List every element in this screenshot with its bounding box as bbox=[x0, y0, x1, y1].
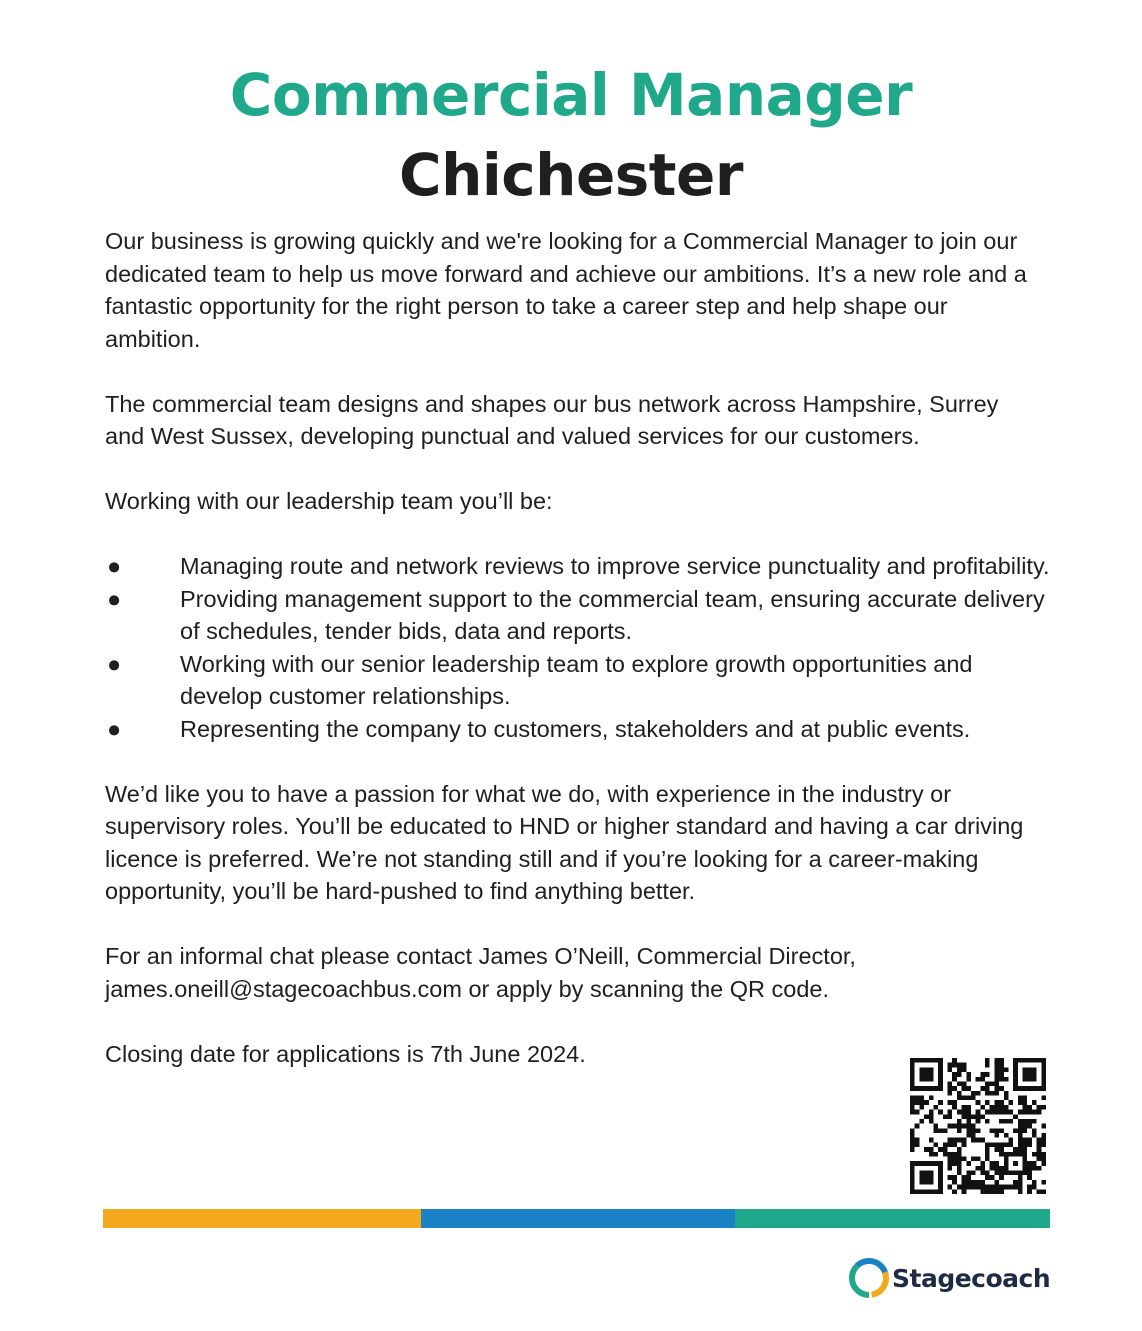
bullet-icon: ● bbox=[107, 715, 122, 742]
brand-bar-blue bbox=[421, 1209, 735, 1228]
list-item-text: Working with our senior leadership team to explore growth opportunities and develop customer relationships. bbox=[180, 650, 973, 709]
list-item bbox=[105, 583, 1055, 648]
bullet-icon: ● bbox=[107, 553, 122, 579]
job-title: Commercial Manager bbox=[229, 61, 913, 129]
bullet-icon: ● bbox=[107, 585, 122, 612]
qr-code-icon[interactable] bbox=[910, 1058, 1046, 1194]
intro-paragraph: Our business is growing quickly and we're looking for a Commercial Manager to join our dedicated team to help us move forward and achieve our ambitions. It’s a new role and a fantastic opportunity for the right person to take a career step and help shape our ambition. bbox=[105, 228, 1027, 352]
job-location: Chichester bbox=[399, 141, 743, 209]
requirements-paragraph: We’d like you to have a passion for what we do, with experience in the industry or supervisory roles. You’ll be educated to HND or higher standard and having a car driving licence is preferred. We’re not standing still and if you’re looking for a career-making opportunity, you’ll be hard-pushed to find anything better. bbox=[105, 780, 1024, 904]
brand-bar-green bbox=[735, 1209, 1050, 1228]
list-item bbox=[105, 713, 1055, 746]
list-item-text: Managing route and network reviews to improve service punctuality and profitability. bbox=[180, 553, 1050, 579]
list-item bbox=[105, 550, 1055, 583]
list-item-text: Representing the company to customers, stakeholders and at public events. bbox=[180, 715, 971, 742]
contact-paragraph: For an informal chat please contact James O’Neill, Commercial Director, james.oneill@stagecoachbus.com or apply by scanning the QR code. bbox=[105, 943, 856, 1002]
list-item bbox=[105, 648, 1055, 713]
list-item-text: Providing management support to the commercial team, ensuring accurate delivery of schedules, tender bids, data and reports. bbox=[180, 585, 1045, 644]
stagecoach-swirl-icon bbox=[848, 1257, 890, 1299]
closing-date: Closing date for applications is 7th June 2024. bbox=[105, 1040, 586, 1067]
brand-color-bar bbox=[103, 1209, 1050, 1228]
job-description bbox=[105, 225, 1055, 1103]
logo-wordmark: Stagecoach bbox=[892, 1263, 1051, 1293]
team-paragraph: The commercial team designs and shapes our bus network across Hampshire, Surrey and West Sussex, developing punctual and valued services for our customers. bbox=[105, 390, 999, 449]
working-intro: Working with our leadership team you’ll be: bbox=[105, 488, 553, 514]
responsibilities-list bbox=[105, 550, 1055, 745]
stagecoach-logo bbox=[848, 1256, 1050, 1300]
brand-bar-orange bbox=[103, 1209, 421, 1228]
bullet-icon: ● bbox=[107, 650, 122, 677]
